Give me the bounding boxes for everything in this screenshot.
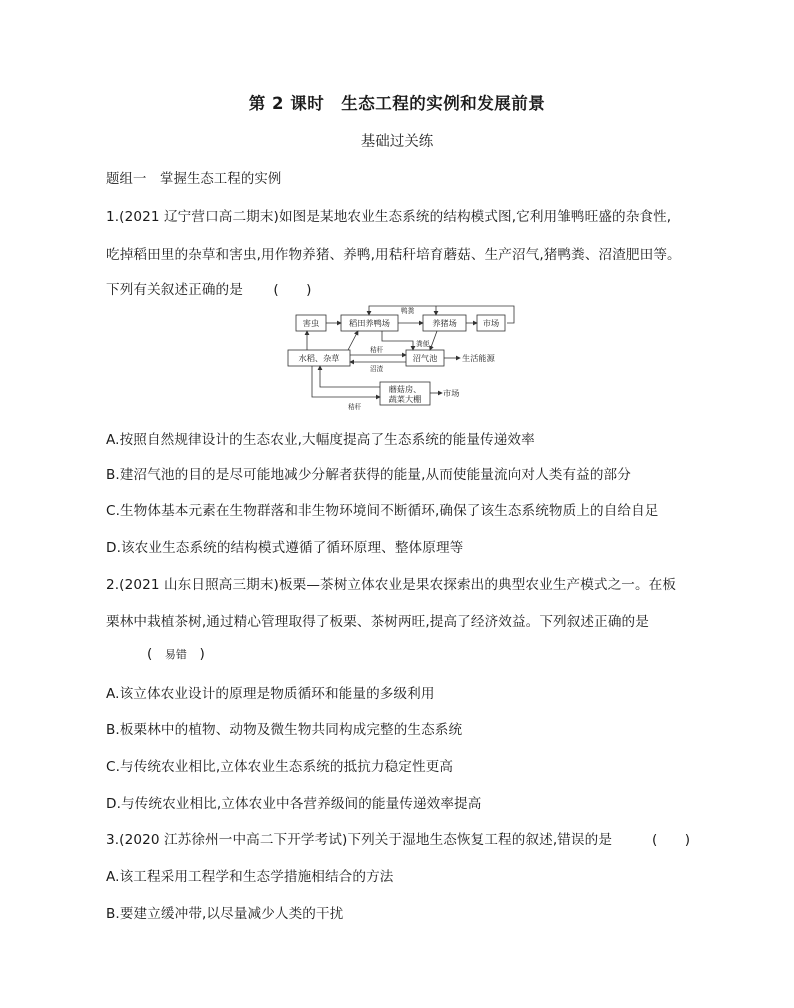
edge-residue: 沼渣 bbox=[370, 365, 384, 373]
q1-option-b: B.建沼气池的目的是尽可能地减少分解者获得的能量,从而使能量流向对人类有益的部分 bbox=[106, 467, 631, 483]
q3-answer-blank: ( ) bbox=[652, 832, 691, 848]
edge-straw1: 秸秆 bbox=[370, 346, 384, 354]
group-heading: 题组一 掌握生态工程的实例 bbox=[106, 172, 282, 187]
q1-option-a: A.按照自然规律设计的生态农业,大幅度提高了生态系统的能量传递效率 bbox=[106, 432, 535, 448]
q1-stem-text: 下列有关叙述正确的是 bbox=[106, 282, 243, 298]
page-title: 第 2 课时 生态工程的实例和发展前景 bbox=[248, 94, 546, 113]
label-biogas: 沼气池 bbox=[412, 353, 438, 363]
q2-paren-close: ) bbox=[199, 646, 205, 662]
q1-option-d: D.该农业生态系统的结构模式遵循了循环原理、整体原理等 bbox=[106, 540, 464, 556]
q1-answer-blank: ( ) bbox=[273, 282, 312, 298]
label-mushroom-2: 蔬菜大棚 bbox=[388, 394, 422, 404]
edge-pig-manure: 粪便 bbox=[416, 340, 430, 348]
q2-option-b: B.板栗林中的植物、动物及微生物共同构成完整的生态系统 bbox=[106, 722, 463, 738]
q2-option-c: C.与传统农业相比,立体农业生态系统的抵抗力稳定性更高 bbox=[106, 759, 454, 775]
label-duck-field: 稻田养鸭场 bbox=[349, 318, 390, 328]
label-pig-farm: 养猪场 bbox=[432, 318, 457, 328]
edge-straw2: 秸秆 bbox=[348, 403, 362, 411]
q2-option-a: A.该立体农业设计的原理是物质循环和能量的多级利用 bbox=[106, 686, 435, 702]
agri-ecosystem-diagram bbox=[282, 301, 522, 413]
q1-stem-line1: 1.(2021 辽宁营口高二期末)如图是某地农业生态系统的结构模式图,它利用雏鸭旺盛的杂食性, bbox=[106, 209, 672, 225]
q2-paren-open: ( bbox=[147, 646, 153, 662]
q1-option-c: C.生物体基本元素在生物群落和非生物环境间不断循环,确保了该生态系统物质上的自给自足 bbox=[106, 503, 659, 519]
label-pest: 害虫 bbox=[302, 318, 320, 328]
section-subtitle: 基础过关练 bbox=[360, 134, 434, 150]
q1-stem-line2: 吃掉稻田里的杂草和害虫,用作物养猪、养鸭,用秸秆培育蘑菇、生产沼气,猪鸭粪、沼渣肥田等。 bbox=[106, 247, 681, 263]
label-market1: 市场 bbox=[482, 318, 500, 328]
q1-stem-line3 bbox=[106, 278, 312, 298]
q2-tag-error-prone: 易错 bbox=[164, 648, 188, 661]
q3-option-a: A.该工程采用工程学和生态学措施相结合的方法 bbox=[106, 869, 394, 885]
q3-option-b: B.要建立缓冲带,以尽量减少人类的干扰 bbox=[106, 906, 344, 922]
edge-duck-manure: 鸭粪 bbox=[401, 307, 415, 315]
label-rice-weed: 水稻、杂草 bbox=[298, 353, 340, 363]
q2-answer-blank bbox=[147, 646, 205, 662]
q2-stem-line2: 栗林中栽植茶树,通过精心管理取得了板栗、茶树两旺,提高了经济效益。下列叙述正确的是 bbox=[106, 614, 649, 630]
q2-option-d: D.与传统农业相比,立体农业中各营养级间的能量传递效率提高 bbox=[106, 796, 482, 812]
label-market2: 市场 bbox=[443, 388, 460, 398]
label-life-energy: 生活能源 bbox=[462, 353, 495, 363]
label-mushroom-1: 蘑菇房、 bbox=[388, 384, 422, 394]
q2-stem-line1: 2.(2021 山东日照高三期末)板栗—茶树立体农业是果农探索出的典型农业生产模式之一。在板 bbox=[106, 577, 677, 593]
q3-stem-line1: 3.(2020 江苏徐州一中高二下开学考试)下列关于湿地生态恢复工程的叙述,错误的是 bbox=[106, 832, 613, 848]
